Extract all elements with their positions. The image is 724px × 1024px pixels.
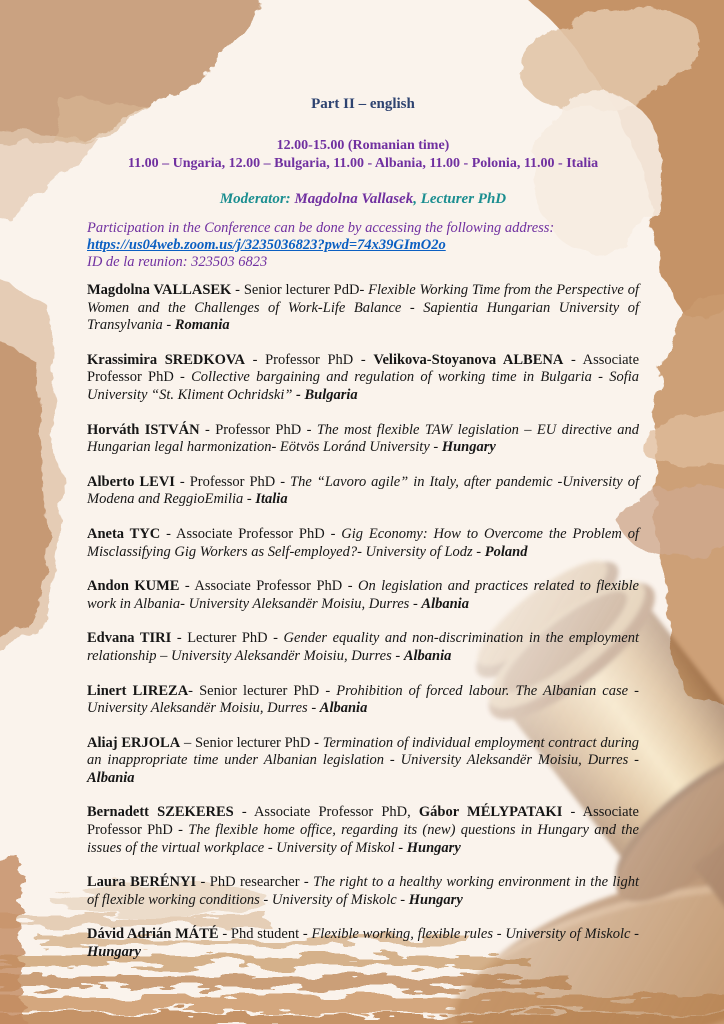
speaker-segment-regular: - PhD researcher - [196,874,314,891]
speaker-entry [87,282,639,335]
speaker-segment-bolditalic: Hungary [87,944,141,961]
schedule-romanian-time: 12.00-15.00 (Romanian time) [276,138,450,153]
speaker-segment-bolditalic: Romania [174,317,230,334]
speaker-segment-bolditalic: Italia [255,491,288,508]
speaker-segment-regular: - Associate Professor PhD - [87,351,640,386]
speaker-entry [87,683,639,718]
participation-block [87,220,639,271]
speaker-entry [87,735,639,788]
schedule-country-times: 11.00 – Ungaria, 12.00 – Bulgaria, 11.00 - Albania, 11.00 - Polonia, 11.00 - Italia [127,156,599,171]
speaker-segment-italic: Prohibition of forced labour. The Albanian case - University Aleksandër Moisiu, Durres - [87,682,639,717]
speaker-entry [87,526,639,561]
speaker-segment-italic: Termination of individual employment contract during an inappropriate time under Albanian legislation - University Aleksandër Moisiu, Durres - [87,734,640,769]
speaker-segment-italic: The “Lavoro agile” in Italy, after pandemic -University of Modena and ReggioEmilia - [87,473,639,508]
speaker-entry [87,630,639,665]
document-page [87,95,639,979]
moderator-name: Magdolna Vallasek [294,191,414,207]
speaker-segment-italic: The right to a healthy working environment in the light of flexible working conditions - University of Miskolc - [87,874,639,908]
speaker-segment-bold: Aneta TYC [87,525,161,542]
speaker-segment-regular: - Professor PhD - [174,473,291,490]
moderator-degree: , Lecturer PhD [413,191,507,207]
speaker-segment-regular: - Lecturer PhD - [171,630,284,647]
speaker-segment-bold: Magdolna VALLASEK [87,282,232,298]
speaker-entry [87,926,639,961]
speaker-segment-bold: Linert LIREZA [87,682,189,699]
brush-stroke-left [0,268,62,656]
speaker-segment-bolditalic: - Bulgaria [296,386,358,403]
speaker-segment-regular: - Senior lecturer PdD- [231,282,369,298]
speaker-segment-bold: Velikova-Stoyanova ALBENA [373,351,564,368]
speaker-segment-bold: Alberto LEVI [87,473,175,490]
speaker-entry [87,804,639,857]
speaker-entry [87,474,639,509]
speaker-segment-italic: Flexible working, flexible rules - University of Miskolc - [311,926,639,943]
moderator-line [87,190,639,208]
speaker-segment-bold: Bernadett SZEKERES [87,804,234,821]
meeting-id: ID de la reunion: 323503 6823 [87,254,268,270]
speaker-segment-italic: Flexible Working Time from the Perspective of Women and the Challenges of Work-Life Balance - Sapientia Hungarian University of Transylvania - [87,282,639,334]
speakers-list [87,282,639,962]
speaker-segment-bolditalic: Albania [319,700,368,717]
speaker-entry [87,352,639,405]
speaker-segment-bold: Horváth ISTVÁN [87,421,200,438]
speaker-entry [87,874,639,909]
speaker-segment-regular: - Senior lecturer PhD - [188,682,337,699]
speaker-entry [87,578,639,613]
speaker-segment-bold: Andon KUME [87,578,180,595]
speaker-segment-regular: - Associate Professor PhD - [160,525,342,542]
participation-intro: Participation in the Conference can be done by accessing the following address: [87,220,555,236]
speaker-segment-regular: - Associate Professor PhD - [179,578,358,595]
speaker-segment-regular: - Professor PhD - [245,351,374,368]
page-title: Part II – english [311,96,415,112]
speaker-segment-bold: Laura BERÉNYI [87,874,197,891]
speaker-segment-bolditalic: Albania [403,647,452,664]
speaker-segment-bold: Krassimira SREDKOVA [87,351,246,368]
speaker-segment-bolditalic: Albania [87,769,135,786]
speaker-segment-bolditalic: Hungary [441,439,496,456]
speaker-segment-bold: Edvana TIRI [87,630,172,647]
speaker-segment-regular: - Associate Professor PhD - [87,804,639,839]
speaker-segment-bolditalic: Hungary [408,891,463,908]
speaker-segment-regular: - Associate Professor PhD, [233,804,419,821]
speaker-segment-italic: The flexible home office, regarding its (new) questions in Hungary and the issues of the virtual workplace - University of Miskol - [87,822,639,856]
speaker-segment-italic: The most flexible TAW legislation – EU directive and Hungarian legal harmonization- Eötvös Loránd University - [87,421,639,456]
speaker-segment-bolditalic: Albania [421,595,469,612]
speaker-segment-regular: – Senior lecturer PhD - [180,734,323,751]
speaker-entry [87,422,639,457]
speaker-segment-bold: Aliaj ERJOLA [87,734,181,751]
speaker-segment-italic: Collective bargaining and regulation of working time in Bulgaria - Sofia University “St. Kliment Ochridski” [87,369,639,403]
speaker-segment-italic: Gig Economy: How to Overcome the Problem of Misclassifying Gig Workers as Self-employed?- University of Lodz - [87,525,639,560]
speaker-segment-italic: Gender equality and non-discrimination in the employment relationship – University Aleksandër Moisiu, Durres - [87,630,639,664]
speaker-segment-bolditalic: Hungary [406,839,461,856]
speaker-segment-regular: - Professor PhD - [199,421,317,438]
speaker-segment-italic: On legislation and practices related to flexible work in Albania- University Aleksandër Moisiu, Durres - [87,578,639,612]
zoom-meeting-link[interactable]: https://us04web.zoom.us/j/3235036823?pwd=74x39GImO2o [87,237,446,253]
speaker-segment-regular: - Phd student - [218,926,312,943]
speaker-segment-bold: Dávid Adrián MÁTÉ [87,926,219,943]
moderator-label: Moderator: [219,191,295,207]
speaker-segment-bold: Gábor MÉLYPATAKI [418,804,563,821]
speaker-segment-bolditalic: Poland [484,543,528,560]
